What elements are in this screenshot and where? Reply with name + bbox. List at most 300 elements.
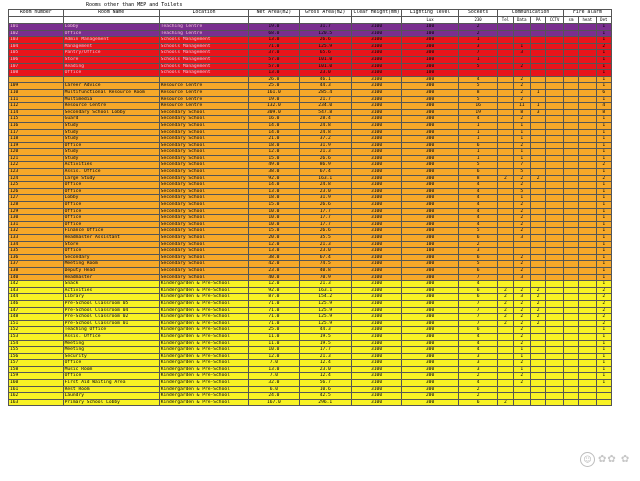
cell-room-name: Laundry bbox=[63, 393, 159, 400]
cell-cctv bbox=[546, 373, 564, 380]
table-row bbox=[9, 136, 612, 143]
cell-sockets-230: 4 bbox=[458, 347, 497, 354]
cell-lux: 300 bbox=[402, 353, 459, 360]
cell-clear-height: 3100 bbox=[351, 281, 401, 288]
cell-tel: 2 bbox=[498, 320, 513, 327]
cell-cctv bbox=[546, 294, 564, 301]
cell-location: Resource Centre bbox=[159, 89, 249, 96]
cell-gross-area: 26.6 bbox=[299, 228, 351, 235]
cell-data: 2 bbox=[513, 142, 530, 149]
cell-cctv bbox=[546, 182, 564, 189]
cell-room-name: Security bbox=[63, 353, 159, 360]
cell-fire-heat bbox=[579, 221, 596, 228]
table-row bbox=[9, 155, 612, 162]
cell-room-number: 102 bbox=[9, 30, 64, 37]
cell-fire-heat bbox=[579, 399, 596, 406]
table-row bbox=[9, 70, 612, 77]
cell-sockets-230: 6 bbox=[458, 169, 497, 176]
cell-sockets-230: 5 bbox=[458, 228, 497, 235]
cell-gross-area: 17.7 bbox=[299, 215, 351, 222]
cell-clear-height: 3100 bbox=[351, 261, 401, 268]
cell-pa bbox=[531, 116, 546, 123]
cell-fire-heat bbox=[579, 333, 596, 340]
cell-sockets-230: 4 bbox=[458, 340, 497, 347]
cell-data: 1 bbox=[513, 353, 530, 360]
cell-location: Secondary School bbox=[159, 155, 249, 162]
table-row bbox=[9, 366, 612, 373]
cell-tel bbox=[498, 83, 513, 90]
cell-clear-height: 3100 bbox=[351, 195, 401, 202]
cell-location: Kindergarden & Pre-School bbox=[159, 281, 249, 288]
cell-sockets-230: 4 bbox=[458, 195, 497, 202]
cell-net-area: 7.0 bbox=[249, 360, 299, 367]
cell-lux: 100 bbox=[402, 248, 459, 255]
cell-room-name: Multifunctional Resource Room bbox=[63, 89, 159, 96]
cell-fire-sm bbox=[563, 122, 578, 129]
cell-data: 1 bbox=[513, 149, 530, 156]
cell-sockets-230: 2 bbox=[458, 24, 497, 31]
cell-tel bbox=[498, 274, 513, 281]
cell-cctv bbox=[546, 136, 564, 143]
cell-gross-area: 24.8 bbox=[299, 122, 351, 129]
cell-data: 1 bbox=[513, 122, 530, 129]
cell-lux: 300 bbox=[402, 221, 459, 228]
table-row bbox=[9, 83, 612, 90]
cell-lux: 300 bbox=[402, 327, 459, 334]
cell-room-name: Activities bbox=[63, 162, 159, 169]
cell-lux: 300 bbox=[402, 76, 459, 83]
cell-fire-heat bbox=[579, 281, 596, 288]
cell-net-area: 40.0 bbox=[249, 274, 299, 281]
cell-tel bbox=[498, 116, 513, 123]
cell-fire-sm bbox=[563, 333, 578, 340]
cell-sockets-230: 5 bbox=[458, 96, 497, 103]
cell-gross-area: 234.0 bbox=[299, 103, 351, 110]
cell-clear-height: 3100 bbox=[351, 340, 401, 347]
cell-gross-area: 125.9 bbox=[299, 300, 351, 307]
cell-room-number: 155 bbox=[9, 347, 64, 354]
cell-room-number: 128 bbox=[9, 202, 64, 209]
cell-fire-det: 1 bbox=[596, 24, 611, 31]
cell-room-number: 152 bbox=[9, 327, 64, 334]
cell-fire-sm bbox=[563, 235, 578, 242]
cell-lux: 300 bbox=[402, 399, 459, 406]
cell-data: 2 bbox=[513, 320, 530, 327]
cell-lux: 300 bbox=[402, 287, 459, 294]
cell-fire-sm bbox=[563, 188, 578, 195]
cell-tel bbox=[498, 360, 513, 367]
cell-lux: 300 bbox=[402, 267, 459, 274]
table-row bbox=[9, 393, 612, 400]
cell-fire-heat bbox=[579, 103, 596, 110]
cell-data bbox=[513, 30, 530, 37]
cell-data: 3 bbox=[513, 50, 530, 57]
cell-fire-det: 1 bbox=[596, 96, 611, 103]
cell-fire-det: 1 bbox=[596, 142, 611, 149]
cell-gross-area: 21.7 bbox=[299, 96, 351, 103]
cell-net-area: 49.0 bbox=[249, 162, 299, 169]
cell-clear-height: 3100 bbox=[351, 70, 401, 77]
cell-room-name: Study bbox=[63, 129, 159, 136]
cell-data: 2 bbox=[513, 314, 530, 321]
cell-fire-heat bbox=[579, 373, 596, 380]
cell-fire-sm bbox=[563, 24, 578, 31]
cell-fire-sm bbox=[563, 327, 578, 334]
cell-location: Secondary School bbox=[159, 254, 249, 261]
cell-pa bbox=[531, 169, 546, 176]
cell-gross-area: 125.9 bbox=[299, 307, 351, 314]
cell-gross-area: 21.3 bbox=[299, 149, 351, 156]
table-row bbox=[9, 300, 612, 307]
cell-fire-det: 2 bbox=[596, 43, 611, 50]
cell-pa bbox=[531, 274, 546, 281]
cell-pa: 1 bbox=[531, 89, 546, 96]
cell-data: 1 bbox=[513, 129, 530, 136]
cell-room-number: 120 bbox=[9, 149, 64, 156]
cell-fire-heat bbox=[579, 37, 596, 44]
cell-pa bbox=[531, 50, 546, 57]
cell-room-name: Office bbox=[63, 208, 159, 215]
cell-location: Kindergarden & Pre-School bbox=[159, 340, 249, 347]
cell-room-number: 151 bbox=[9, 320, 64, 327]
cell-gross-area: 26.6 bbox=[299, 155, 351, 162]
subheader-det: Det bbox=[596, 17, 611, 24]
cell-fire-heat bbox=[579, 122, 596, 129]
cell-sockets-230: 2 bbox=[458, 386, 497, 393]
cell-net-area: 14.0 bbox=[249, 182, 299, 189]
cell-cctv bbox=[546, 267, 564, 274]
cell-gross-area: 120.5 bbox=[299, 30, 351, 37]
cell-room-number: 153 bbox=[9, 333, 64, 340]
cell-cctv bbox=[546, 122, 564, 129]
cell-room-number: 114 bbox=[9, 109, 64, 116]
cell-fire-det: 1 bbox=[596, 373, 611, 380]
cell-room-number: 125 bbox=[9, 182, 64, 189]
cell-sockets-230: 2 bbox=[458, 373, 497, 380]
cell-net-area: 13.0 bbox=[249, 37, 299, 44]
cell-sockets-230: 1 bbox=[458, 136, 497, 143]
cell-fire-sm bbox=[563, 248, 578, 255]
cell-room-number: 116 bbox=[9, 122, 64, 129]
cell-net-area: 15.0 bbox=[249, 202, 299, 209]
cell-fire-sm bbox=[563, 373, 578, 380]
cell-cctv bbox=[546, 63, 564, 70]
table-row bbox=[9, 129, 612, 136]
cell-cctv bbox=[546, 261, 564, 268]
cell-sockets-230: 5 bbox=[458, 83, 497, 90]
cell-room-name: Lobby bbox=[63, 195, 159, 202]
cell-data: 11 bbox=[513, 103, 530, 110]
cell-sockets-230: 2 bbox=[458, 30, 497, 37]
cell-fire-sm bbox=[563, 195, 578, 202]
cell-room-name: Lobby bbox=[63, 24, 159, 31]
cell-pa: 2 bbox=[531, 307, 546, 314]
cell-data: 2 bbox=[513, 116, 530, 123]
cell-fire-det: 1 bbox=[596, 340, 611, 347]
cell-tel bbox=[498, 366, 513, 373]
cell-cctv bbox=[546, 386, 564, 393]
cell-lux: 100 bbox=[402, 30, 459, 37]
cell-location: Kindergarden & Pre-School bbox=[159, 366, 249, 373]
cell-lux: 100 bbox=[402, 56, 459, 63]
cell-sockets-230: 7 bbox=[458, 300, 497, 307]
table-row bbox=[9, 267, 612, 274]
cell-pa bbox=[531, 182, 546, 189]
cell-location: Teaching Centre bbox=[159, 30, 249, 37]
cell-clear-height: 3100 bbox=[351, 37, 401, 44]
cell-lux: 300 bbox=[402, 195, 459, 202]
cell-gross-area: 17.7 bbox=[299, 208, 351, 215]
cell-sockets-230: 4 bbox=[458, 202, 497, 209]
cell-cctv bbox=[546, 175, 564, 182]
cell-pa bbox=[531, 149, 546, 156]
cell-tel bbox=[498, 241, 513, 248]
cell-room-number: 112 bbox=[9, 103, 64, 110]
cell-lux: 300 bbox=[402, 380, 459, 387]
cell-cctv bbox=[546, 228, 564, 235]
cell-lux: 100 bbox=[402, 241, 459, 248]
cell-cctv bbox=[546, 307, 564, 314]
cell-net-area: 10.0 bbox=[249, 208, 299, 215]
cell-fire-det: 1 bbox=[596, 83, 611, 90]
cell-data: 2 bbox=[513, 380, 530, 387]
cell-lux: 300 bbox=[402, 142, 459, 149]
cell-pa bbox=[531, 129, 546, 136]
cell-data: 2 bbox=[513, 221, 530, 228]
cell-tel bbox=[498, 333, 513, 340]
cell-tel bbox=[498, 50, 513, 57]
cell-net-area: 71.0 bbox=[249, 307, 299, 314]
cell-gross-area: 44.3 bbox=[299, 83, 351, 90]
table-row bbox=[9, 109, 612, 116]
cell-pa bbox=[531, 215, 546, 222]
cell-lux: 300 bbox=[402, 281, 459, 288]
cell-fire-det: 1 bbox=[596, 63, 611, 70]
cell-clear-height: 3100 bbox=[351, 314, 401, 321]
subheader-230: 230 bbox=[458, 17, 497, 24]
cell-cctv bbox=[546, 360, 564, 367]
cell-data bbox=[513, 24, 530, 31]
cell-net-area: 161.0 bbox=[249, 89, 299, 96]
cell-net-area: 12.0 bbox=[249, 281, 299, 288]
cell-fire-det bbox=[596, 386, 611, 393]
cell-lux: 300 bbox=[402, 202, 459, 209]
table-row bbox=[9, 235, 612, 242]
cell-room-number: 147 bbox=[9, 307, 64, 314]
cell-data: 2 bbox=[513, 333, 530, 340]
cell-net-area: 10.0 bbox=[249, 215, 299, 222]
cell-room-number: 146 bbox=[9, 300, 64, 307]
cell-gross-area: 31.9 bbox=[299, 195, 351, 202]
table-row bbox=[9, 56, 612, 63]
cell-clear-height: 3100 bbox=[351, 380, 401, 387]
cell-gross-area: 296.1 bbox=[299, 399, 351, 406]
cell-location: Secondary School bbox=[159, 241, 249, 248]
cell-lux: 300 bbox=[402, 340, 459, 347]
table-row bbox=[9, 360, 612, 367]
cell-cctv bbox=[546, 248, 564, 255]
cell-room-number: 127 bbox=[9, 195, 64, 202]
cell-fire-det: 1 bbox=[596, 37, 611, 44]
cell-tel bbox=[498, 202, 513, 209]
table-row bbox=[9, 30, 612, 37]
cell-gross-area: 21.3 bbox=[299, 241, 351, 248]
cell-cctv bbox=[546, 30, 564, 37]
cell-room-name: Pre-School Classroom 02 bbox=[63, 314, 159, 321]
cell-location: Schools Management bbox=[159, 50, 249, 57]
cell-room-number: 159 bbox=[9, 373, 64, 380]
cell-room-name: Office bbox=[63, 360, 159, 367]
cell-cctv bbox=[546, 109, 564, 116]
cell-room-name: Office bbox=[63, 142, 159, 149]
table-row bbox=[9, 169, 612, 176]
cell-fire-det: 2 bbox=[596, 300, 611, 307]
cell-room-number: 122 bbox=[9, 162, 64, 169]
cell-net-area: 71.0 bbox=[249, 314, 299, 321]
subheader-sm: sm bbox=[563, 17, 578, 24]
cell-data bbox=[513, 248, 530, 255]
cell-lux: 300 bbox=[402, 235, 459, 242]
cell-tel bbox=[498, 37, 513, 44]
cell-room-number: 133 bbox=[9, 235, 64, 242]
cell-tel bbox=[498, 169, 513, 176]
cell-room-name: Rest Room bbox=[63, 386, 159, 393]
cell-room-name: Career Advice bbox=[63, 83, 159, 90]
cell-sockets-230: 1 bbox=[458, 155, 497, 162]
cell-pa bbox=[531, 366, 546, 373]
cell-sockets-230: 3 bbox=[458, 43, 497, 50]
cell-pa bbox=[531, 202, 546, 209]
cell-fire-sm bbox=[563, 169, 578, 176]
subheader-tel: Tel bbox=[498, 17, 513, 24]
header-lighting-level: Lighting level bbox=[402, 10, 459, 17]
cell-fire-det: 1 bbox=[596, 169, 611, 176]
cell-pa bbox=[531, 267, 546, 274]
cell-cctv bbox=[546, 320, 564, 327]
cell-data: 5 bbox=[513, 169, 530, 176]
cell-location: Kindergarden & Pre-School bbox=[159, 314, 249, 321]
table-row bbox=[9, 188, 612, 195]
cell-location: Kindergarden & Pre-School bbox=[159, 399, 249, 406]
cell-room-name: Study bbox=[63, 122, 159, 129]
table-row bbox=[9, 221, 612, 228]
cell-room-number: 132 bbox=[9, 228, 64, 235]
cell-room-number: 129 bbox=[9, 208, 64, 215]
table-row bbox=[9, 228, 612, 235]
cell-sockets-230: 4 bbox=[458, 182, 497, 189]
cell-fire-sm bbox=[563, 83, 578, 90]
cell-fire-det: 2 bbox=[596, 294, 611, 301]
cell-location: Secondary School bbox=[159, 267, 249, 274]
table-row bbox=[9, 347, 612, 354]
cell-data: 1 bbox=[513, 347, 530, 354]
cell-fire-det: 2 bbox=[596, 162, 611, 169]
cell-gross-area: 44.3 bbox=[299, 327, 351, 334]
cell-net-area: 71.0 bbox=[249, 320, 299, 327]
cell-data: 2 bbox=[513, 287, 530, 294]
table-row bbox=[9, 320, 612, 327]
cell-sockets-230: 4 bbox=[458, 116, 497, 123]
cell-pa bbox=[531, 70, 546, 77]
table-row bbox=[9, 63, 612, 70]
cell-location: Secondary School bbox=[159, 195, 249, 202]
cell-clear-height: 3100 bbox=[351, 320, 401, 327]
cell-gross-area: 12.4 bbox=[299, 373, 351, 380]
cell-net-area: 37.0 bbox=[249, 50, 299, 57]
cell-clear-height: 3100 bbox=[351, 327, 401, 334]
subheader-cctv: CCTV bbox=[546, 17, 564, 24]
cell-fire-sm bbox=[563, 347, 578, 354]
cell-lux: 300 bbox=[402, 360, 459, 367]
cell-fire-det: 1 bbox=[596, 202, 611, 209]
cell-sockets-230: 1 bbox=[458, 129, 497, 136]
cell-room-number: 105 bbox=[9, 50, 64, 57]
cell-cctv bbox=[546, 281, 564, 288]
cell-fire-det: 1 bbox=[596, 248, 611, 255]
cell-fire-sm bbox=[563, 254, 578, 261]
cell-tel bbox=[498, 208, 513, 215]
cell-fire-heat bbox=[579, 43, 596, 50]
cell-pa bbox=[531, 333, 546, 340]
cell-gross-area: 21.3 bbox=[299, 353, 351, 360]
cell-net-area: 13.0 bbox=[249, 188, 299, 195]
cell-room-name: Pre-School Classroom 01 bbox=[63, 320, 159, 327]
cell-room-name: Teaching Office bbox=[63, 327, 159, 334]
cell-room-name: Study bbox=[63, 155, 159, 162]
cell-room-number: 101 bbox=[9, 24, 64, 31]
cell-data: 2 bbox=[513, 208, 530, 215]
cell-data bbox=[513, 399, 530, 406]
cell-tel bbox=[498, 162, 513, 169]
cell-pa bbox=[531, 136, 546, 143]
cell-fire-heat bbox=[579, 162, 596, 169]
cell-tel bbox=[498, 267, 513, 274]
cell-fire-heat bbox=[579, 254, 596, 261]
cell-data: 2 bbox=[513, 373, 530, 380]
cell-fire-sm bbox=[563, 366, 578, 373]
cell-net-area: 6.0 bbox=[249, 386, 299, 393]
cell-gross-area: 24.8 bbox=[299, 182, 351, 189]
table-row bbox=[9, 373, 612, 380]
cell-gross-area: 19.5 bbox=[299, 333, 351, 340]
cell-fire-sm bbox=[563, 50, 578, 57]
cell-clear-height: 3100 bbox=[351, 24, 401, 31]
cell-room-number: 109 bbox=[9, 83, 64, 90]
cell-room-name: Office bbox=[63, 221, 159, 228]
cell-clear-height: 3100 bbox=[351, 373, 401, 380]
cell-fire-sm bbox=[563, 340, 578, 347]
cell-clear-height: 3100 bbox=[351, 149, 401, 156]
cell-pa bbox=[531, 261, 546, 268]
cell-cctv bbox=[546, 347, 564, 354]
cell-clear-height: 3100 bbox=[351, 399, 401, 406]
cell-tel: 2 bbox=[498, 399, 513, 406]
cell-room-name: Office bbox=[63, 188, 159, 195]
cell-gross-area: 547.8 bbox=[299, 109, 351, 116]
cell-cctv bbox=[546, 155, 564, 162]
cell-fire-heat bbox=[579, 76, 596, 83]
cell-pa bbox=[531, 155, 546, 162]
table-row bbox=[9, 142, 612, 149]
cell-fire-heat bbox=[579, 340, 596, 347]
cell-cctv bbox=[546, 215, 564, 222]
cell-lux: 300 bbox=[402, 89, 459, 96]
cell-fire-heat bbox=[579, 261, 596, 268]
cell-fire-sm bbox=[563, 241, 578, 248]
cell-fire-sm bbox=[563, 386, 578, 393]
cell-data: 2 bbox=[513, 63, 530, 70]
cell-tel bbox=[498, 228, 513, 235]
